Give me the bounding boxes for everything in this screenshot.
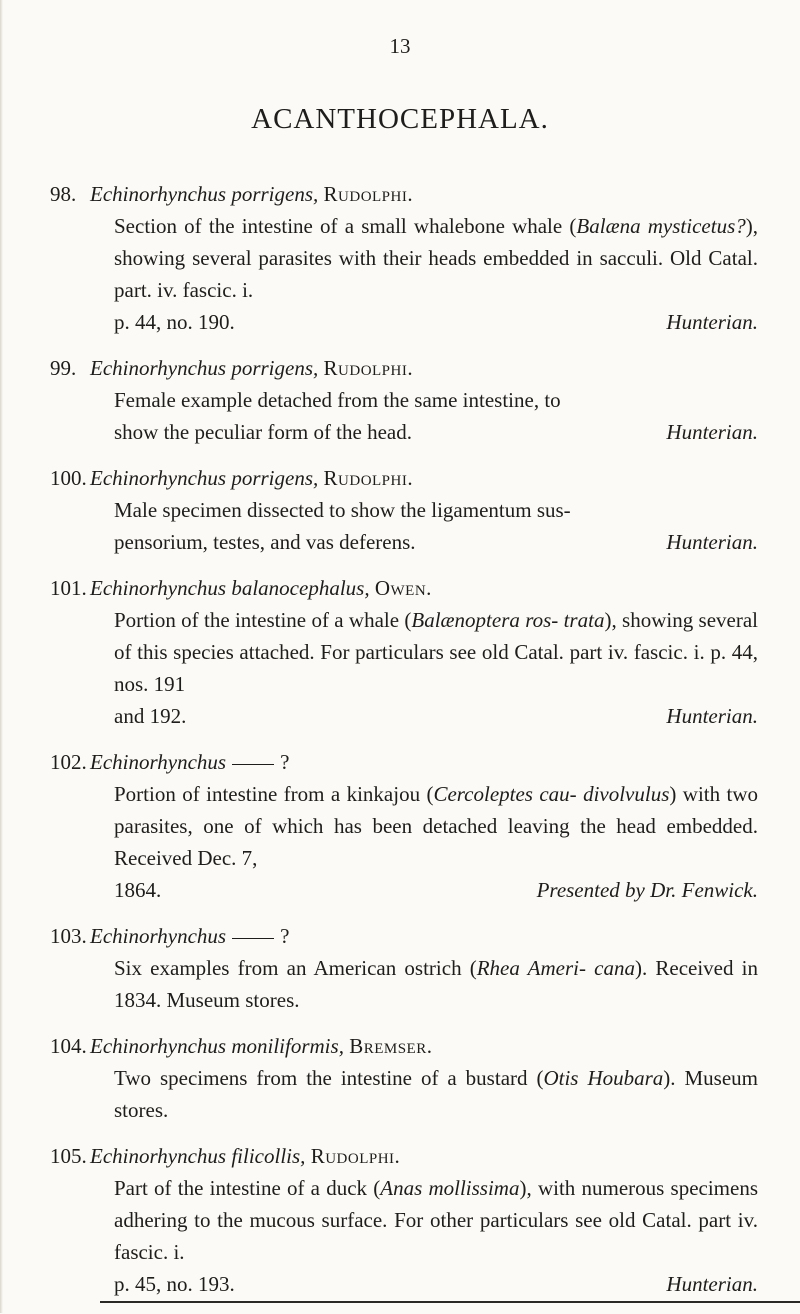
description-text: ), with numerous specimens adhering to the mucous surface. For other particulars see old Catal. part iv. fascic. i. xyxy=(114,1176,758,1264)
collection-source: Hunterian. xyxy=(666,704,758,728)
description-text: Two specimens from the intestine of a bustard ( xyxy=(114,1066,544,1090)
description-text: ) with two parasites, one of which has been detached leaving the head embedded. Received Dec. 7, xyxy=(114,782,758,870)
entry-description xyxy=(90,778,758,906)
catalogue-entries xyxy=(50,178,780,1314)
description-text: Male specimen dissected to show the ligamentum sus- xyxy=(114,498,571,522)
entry-number: 105. xyxy=(50,1144,87,1168)
bottom-rule xyxy=(100,1301,800,1303)
host-species: Balæna mysticetus? xyxy=(576,214,746,238)
host-species: Rhea Ameri- cana xyxy=(476,956,635,980)
entry-number: 98. xyxy=(50,182,77,206)
catalogue-entry-99 xyxy=(50,352,780,448)
description-text: p. 45, no. 193. xyxy=(114,1272,235,1296)
description-text: ). Received in 1834. Museum stores. xyxy=(114,956,758,1012)
authority: Bremser. xyxy=(349,1034,433,1058)
description-text: Section of the intestine of a small whalebone whale ( xyxy=(114,214,577,238)
authority: Rudolphi. xyxy=(310,1144,401,1168)
species-name: Echinorhynchus porrigens, xyxy=(90,466,319,490)
species-name: Echinorhynchus filicollis, xyxy=(90,1144,306,1168)
collection-source: Presented by Dr. Fenwick. xyxy=(536,878,758,902)
unknown-species-dash xyxy=(232,764,274,765)
authority: ? xyxy=(280,750,290,774)
host-species: Otis Houbara xyxy=(543,1066,664,1090)
description-text: Female example detached from the same intestine, to xyxy=(114,388,561,412)
host-species: Balænoptera ros- trata xyxy=(411,608,605,632)
description-text: ), showing several of this species attached. For particulars see old Catal. part iv. fascic. i. p. 44, nos. 191 xyxy=(114,608,758,696)
authority: Owen. xyxy=(374,576,432,600)
entry-description xyxy=(90,210,758,338)
catalogue-entry-100 xyxy=(50,462,780,558)
entry-description xyxy=(90,604,758,732)
entry-number: 100. xyxy=(50,466,87,490)
collection-source: Hunterian. xyxy=(666,420,758,444)
authority: Rudolphi. xyxy=(323,182,414,206)
entry-description xyxy=(90,1172,758,1300)
collection-source: Hunterian. xyxy=(666,310,758,334)
entry-description xyxy=(90,494,758,558)
description-text: p. 44, no. 190. xyxy=(114,310,235,334)
entry-description xyxy=(90,1062,758,1126)
entry-number: 104. xyxy=(50,1034,87,1058)
species-name: Echinorhynchus xyxy=(90,924,227,948)
entry-number: 99. xyxy=(50,356,77,380)
description-text: 1864. xyxy=(114,878,162,902)
catalogue-entry-98 xyxy=(50,178,780,338)
description-text: pensorium, testes, and vas deferens. xyxy=(114,530,416,554)
species-name: Echinorhynchus balanocephalus, xyxy=(90,576,370,600)
description-text: ), showing several parasites with their heads embedded in sacculi. Old Catal. part. iv. fascic. i. xyxy=(114,214,758,302)
unknown-species-dash xyxy=(232,938,274,939)
authority: Rudolphi. xyxy=(323,466,414,490)
page-edge xyxy=(0,0,3,1313)
catalogue-entry-104 xyxy=(50,1030,780,1126)
description-text: Six examples from an American ostrich ( xyxy=(114,956,477,980)
species-name: Echinorhynchus moniliformis, xyxy=(90,1034,344,1058)
entry-description xyxy=(90,384,758,448)
entry-number: 101. xyxy=(50,576,87,600)
description-text: Part of the intestine of a duck ( xyxy=(114,1176,381,1200)
host-species: Anas mollissima xyxy=(380,1176,520,1200)
description-text: Portion of intestine from a kinkajou ( xyxy=(114,782,434,806)
description-text: show the peculiar form of the head. xyxy=(114,420,412,444)
page-title: ACANTHOCEPHALA. xyxy=(251,103,549,135)
catalogue-entry-105 xyxy=(50,1140,780,1300)
description-text: ). Museum stores. xyxy=(114,1066,758,1122)
entry-description xyxy=(90,952,758,1016)
collection-source: Hunterian. xyxy=(666,530,758,554)
entry-number: 102. xyxy=(50,750,87,774)
species-name: Echinorhynchus porrigens, xyxy=(90,182,319,206)
authority: Rudolphi. xyxy=(323,356,414,380)
description-text: Portion of the intestine of a whale ( xyxy=(114,608,412,632)
authority: ? xyxy=(280,924,290,948)
page-number: 13 xyxy=(389,34,411,58)
catalogue-entry-103 xyxy=(50,920,780,1016)
host-species: Cercoleptes cau- divolvulus xyxy=(433,782,670,806)
species-name: Echinorhynchus xyxy=(90,750,227,774)
species-name: Echinorhynchus porrigens, xyxy=(90,356,319,380)
collection-source: Hunterian. xyxy=(666,1272,758,1296)
entry-number: 103. xyxy=(50,924,87,948)
catalogue-entry-101 xyxy=(50,572,780,732)
catalogue-entry-102 xyxy=(50,746,780,906)
description-text: and 192. xyxy=(114,704,187,728)
